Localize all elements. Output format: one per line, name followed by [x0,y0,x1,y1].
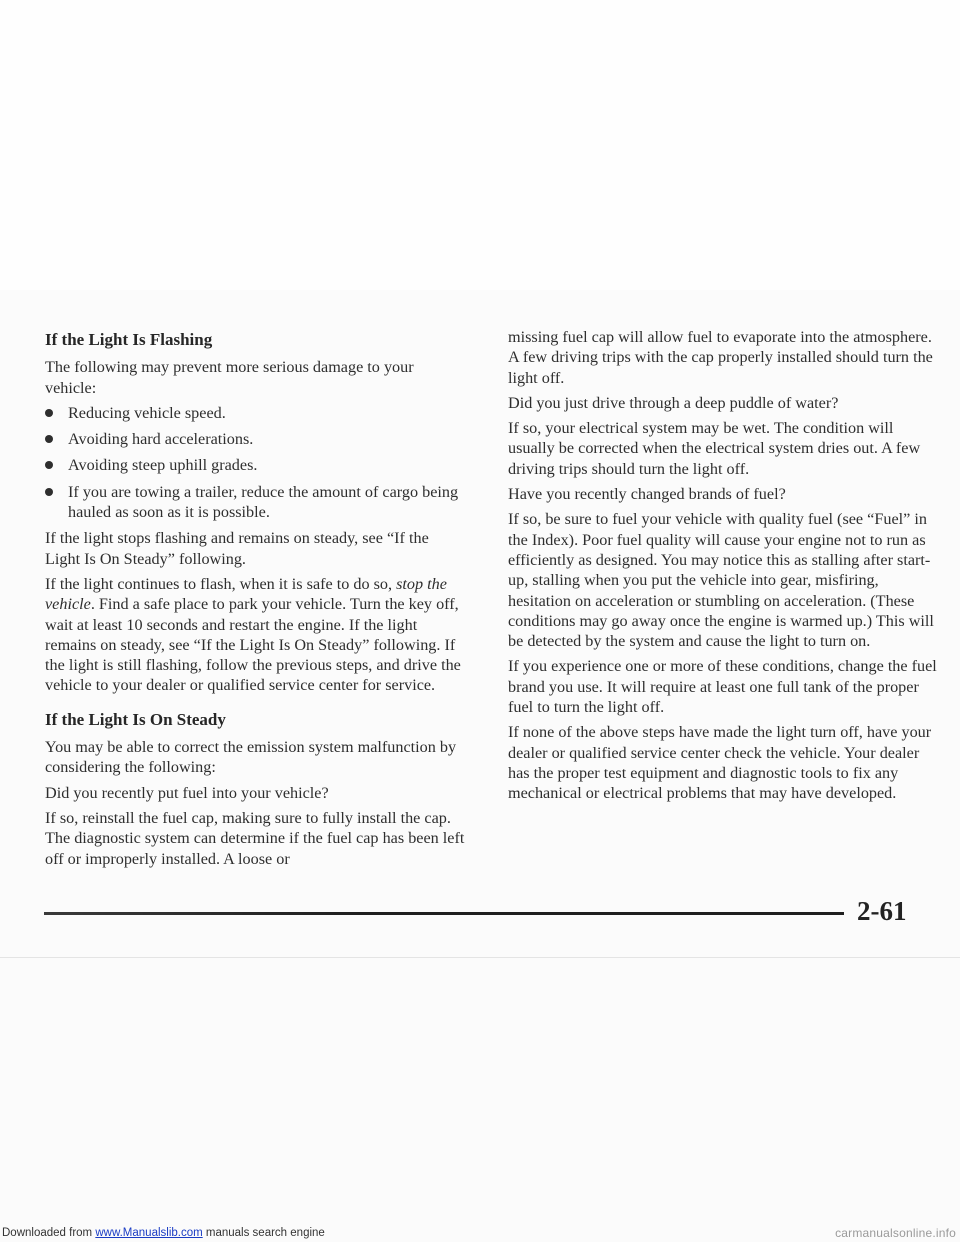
intro-paragraph: The following may prevent more serious damage to your vehicle: [45,358,414,397]
paragraph-stops-flashing: If the light stops flashing and remains on steady, see “If the Light Is On Steady” following. [45,529,429,568]
footer-rule [44,912,844,915]
paragraph-continues-flashing: If the light continues to flash, when it is safe to do so, stop the vehicle. Find a safe place to park your vehicle. Turn the key off, wait at least 10 seconds and restart the engine. If the light remains on steady, see “If the Light Is On Steady” following. If the light is still flashing, follow the previous steps, and drive the vehicle to your dealer or qualified service center for service. [45,574,461,695]
paragraph-fuel-quality: If so, be sure to fuel your vehicle with quality fuel (see “Fuel” in the Index). Poor fuel quality will cause your engine not to run as efficiently as designed. You may notice this as stalling after start-up, stalling when you put the vehicle into gear, misfiring, hesitation on acceleration or stumbling on acceleration. (These conditions may go away once the engine is warmed up.) This will be detected by the system and cause the light to turn on. [508,510,934,651]
bullet-icon [45,488,53,496]
list-item: Reducing vehicle speed. [45,403,465,423]
left-column [45,330,465,874]
watermark-text: carmanualsonline.info [835,1226,956,1240]
paragraph-reinstall-cap: If so, reinstall the fuel cap, making sure to fully install the cap. The diagnostic system can determine if the fuel cap has been left off or improperly installed. A loose or [45,808,465,868]
heading-light-flashing: If the Light Is Flashing [45,330,213,349]
bullet-icon [45,409,53,417]
emphasis-stop-vehicle: stop the vehicle [45,574,447,614]
list-item: Avoiding hard accelerations. [45,429,465,449]
paragraph-correct-malfunction: You may be able to correct the emission system malfunction by considering the following: [45,738,457,777]
question-deep-puddle: Did you just drive through a deep puddle of water? [508,393,839,412]
page-number: 2-61 [857,896,907,926]
footer-download-text: Downloaded from www.Manualslib.com manuals search engine [2,1227,325,1239]
manualslib-link[interactable]: www.Manualslib.com [95,1227,203,1239]
download-footer [0,1226,960,1242]
list-item: If you are towing a trailer, reduce the amount of cargo being hauled as soon as it is possible. [45,482,465,523]
page-top-blank [0,0,960,290]
question-recent-fuel: Did you recently put fuel into your vehicle? [45,783,329,802]
paragraph-change-brand: If you experience one or more of these conditions, change the fuel brand you use. It will require at least one full tank of the proper fuel to turn the light off. [508,657,937,717]
bullet-icon [45,435,53,443]
paragraph-missing-cap: missing fuel cap will allow fuel to evaporate into the atmosphere. A few driving trips with the cap properly installed should turn the light off. [508,328,933,387]
bullet-icon [45,461,53,469]
heading-light-steady: If the Light Is On Steady [45,709,226,729]
question-fuel-brands: Have you recently changed brands of fuel? [508,485,786,504]
right-column [508,327,938,809]
paragraph-see-dealer: If none of the above steps have made the light turn off, have your dealer or qualified service center check the vehicle. Your dealer has the proper test equipment and diagnostic tools to fix any mechanical or electrical problems that may have developed. [508,723,932,803]
scan-edge-line [0,957,960,958]
paragraph-electrical-wet: If so, your electrical system may be wet. The condition will usually be corrected when the electrical system dries out. A few driving trips should turn the light off. [508,419,921,478]
bullet-list [45,403,465,522]
list-item: Avoiding steep uphill grades. [45,455,465,475]
